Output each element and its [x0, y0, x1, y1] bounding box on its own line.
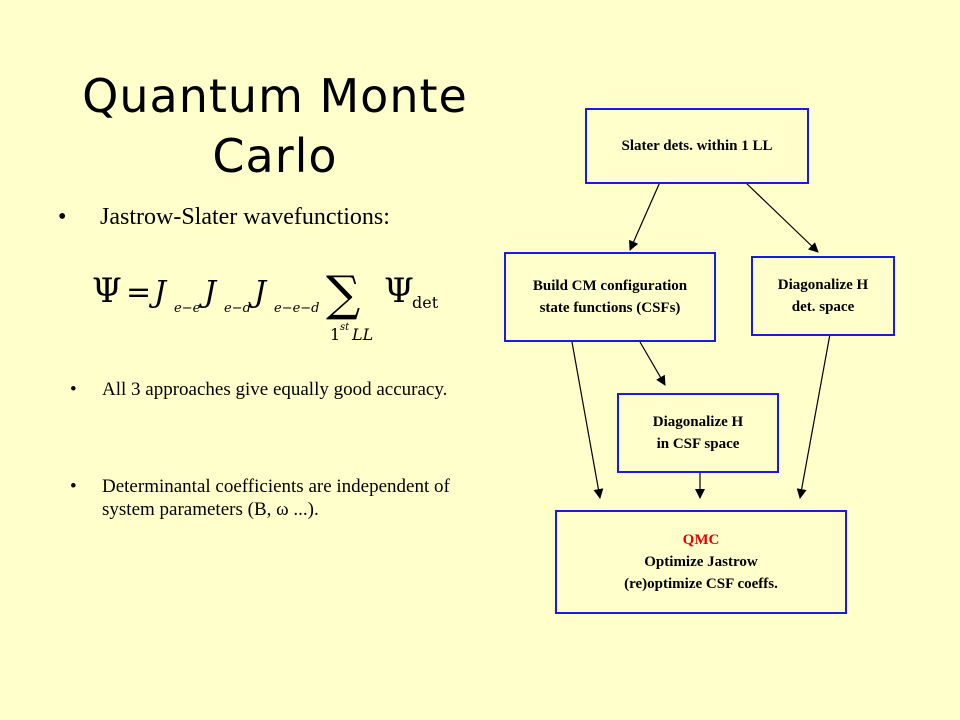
box-build-csf [504, 252, 716, 342]
bullet-marker: • [58, 204, 67, 230]
arrow-slater-to-build [630, 182, 660, 250]
bullet-marker: • [70, 476, 77, 497]
box-qmc-title: QMC [682, 532, 720, 548]
arrow-diag-det-to-qmc [800, 334, 830, 498]
main-bullet-text: Jastrow-Slater wavefunctions: [100, 204, 390, 230]
formula-j1: J [154, 275, 167, 310]
box-diag-csf [617, 393, 779, 473]
formula-equals: = [126, 275, 152, 310]
formula-psi-det: Ψ [384, 271, 414, 311]
formula-j3: J [254, 275, 267, 310]
formula-sub-ed: e−d [224, 301, 251, 316]
arrow-build-to-diag-csf [640, 342, 665, 385]
formula-sub-ee: e−e [174, 301, 201, 316]
box-slater-label: Slater dets. within 1 LL [621, 138, 773, 154]
box-diag-csf-line-2: in CSF space [656, 436, 740, 452]
sub-bullet-1-text: All 3 approaches give equally good accuracy. [102, 379, 448, 400]
formula-sub-eed: e−e−d [274, 301, 320, 316]
box-qmc-line-3: (re)optimize CSF coeffs. [624, 576, 778, 592]
formula-sum-lower-ll: LL [352, 325, 374, 344]
formula-sum-lower-st: st [340, 322, 350, 333]
box-diag-csf-line-1: Diagonalize H [652, 414, 744, 430]
formula-j2: J [204, 275, 217, 310]
box-slater-dets [585, 108, 809, 184]
formula-sum-lower-1: 1 [330, 325, 341, 344]
arrow-build-to-qmc [572, 342, 600, 498]
arrow-slater-to-diag-det [745, 182, 818, 252]
box-diag-det [751, 256, 895, 336]
box-qmc-line-2: Optimize Jastrow [644, 554, 758, 570]
bullet-marker: • [70, 379, 77, 400]
box-diag-det-line-2: det. space [791, 299, 855, 315]
sub-bullet-2-text: Determinantal coefficients are independent of system parameters (B, ω ...). [102, 476, 450, 520]
formula-sub-det: det [412, 293, 439, 312]
title-line-1: Quantum Monte [82, 69, 468, 123]
box-diag-det-line-1: Diagonalize H [777, 277, 869, 293]
box-qmc [555, 510, 847, 614]
title-line-2: Carlo [212, 129, 338, 183]
box-build-line-2: state functions (CSFs) [539, 300, 681, 316]
formula-psi: Ψ [92, 271, 122, 311]
formula-sum: ∑ [326, 266, 361, 322]
box-build-line-1: Build CM configuration [532, 278, 688, 294]
